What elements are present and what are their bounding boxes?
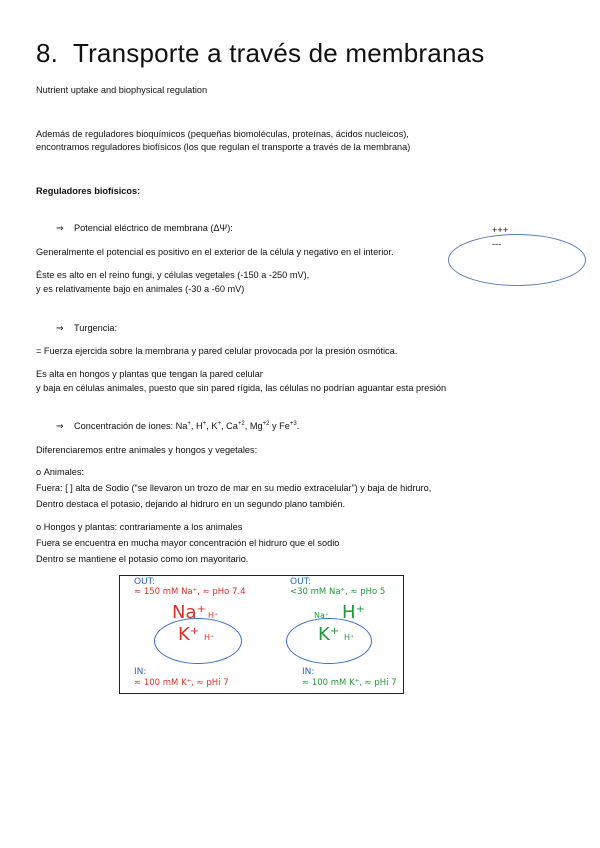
diagram-plus: +++ — [492, 225, 509, 235]
title-text: Transporte a través de membranas — [72, 38, 485, 68]
membrane-ellipse — [448, 234, 586, 286]
arrow-right-icon: ⇒ — [56, 223, 64, 233]
turgor-line-3: y baja en células animales, puesto que sin pared rígida, las células no podrían aguantar esta presión — [36, 383, 447, 393]
turgor-heading-text: Turgencia: — [74, 323, 118, 333]
right-h-small-mid: H⁺ — [344, 633, 355, 642]
right-out-value: <30 mM Na⁺, ≈ pHo 5 — [290, 587, 386, 597]
right-out-label: OUT: — [290, 577, 312, 587]
diagram-minus: --- — [492, 239, 502, 249]
left-in-value: ≈ 100 mM K⁺, ≈ pHi 7 — [134, 678, 229, 688]
potential-heading-text: Potencial eléctrico de membrana (ΔΨ): — [74, 223, 233, 233]
arrow-right-icon: ⇒ — [56, 323, 64, 333]
turgor-heading — [56, 322, 117, 335]
animals-line-1: Fuera: [ ] alta de Sodio (“se llevaron un trozo de mar en su medio extracelular”) y baja de hidruro, — [36, 483, 432, 493]
bullet-icon: o — [36, 467, 42, 477]
ion-fe: $Fe^{+3}$ — [279, 420, 297, 431]
turgor-line-1: = Fuerza ejercida sobre la membrana y pared celular provocada por la presión osmótica. — [36, 346, 398, 356]
left-k-big: K⁺ — [178, 624, 200, 645]
left-h-small-top: H⁺ — [208, 611, 219, 620]
differentiate-text: Diferenciaremos entre animales y hongos y vegetales: — [36, 445, 258, 455]
ions-heading-prefix: Concentración de iones: — [74, 421, 174, 431]
potential-heading — [56, 222, 233, 235]
animals-line-2: Dentro destaca el potasio, dejando al hidruro en un segundo plano también. — [36, 499, 346, 509]
title-number: 8. — [36, 38, 59, 68]
ion-k: K+ — [211, 420, 221, 431]
ion-mg: $Mg^{+2}$ — [249, 420, 270, 431]
ion-na: Na+ — [175, 420, 191, 431]
left-na-big: Na⁺ — [172, 602, 206, 623]
subtitle: Nutrient uptake and biophysical regulation — [36, 85, 208, 95]
left-in-label: IN: — [134, 667, 147, 677]
ion-ca: $Ca^{+2}$ — [226, 420, 245, 431]
fungi-heading: o Hongos y plantas: contrariamente a los animales — [36, 522, 243, 532]
right-h-big: H⁺ — [342, 602, 366, 623]
fungi-line-1: Fuera se encuentra en mucha mayor concentración el hidruro que el sodio — [36, 538, 340, 548]
right-na-small: Na⁺ — [314, 611, 330, 620]
fungi-line-2: Dentro se mantiene el potasio como ion mayoritario. — [36, 554, 249, 564]
left-h-small-mid: H⁺ — [204, 633, 215, 642]
potential-line-1: Generalmente el potencial es positivo en el exterior de la célula y negativo en el interior. — [36, 247, 394, 257]
left-out-value: ≈ 150 mM Na⁺, ≈ pHo 7.4 — [134, 587, 246, 597]
left-out-label: OUT: — [134, 577, 156, 587]
ions-heading: ⇒ Concentración de iones: Na+, H+, K+, $Ca^{+2}$, $Mg^{+2}$ y $Fe^{+3}$. — [56, 420, 300, 431]
right-in-label: IN: — [302, 667, 315, 677]
ion-h: H+ — [196, 420, 207, 431]
right-k-big: K⁺ — [318, 624, 340, 645]
arrow-right-icon: ⇒ — [56, 421, 64, 431]
potential-line-3: y es relativamente bajo en animales (-30 a -60 mV) — [36, 284, 245, 294]
intro-line-1: Además de reguladores bioquímicos (pequeñas biomoléculas, proteínas, ácidos nucleicos), — [36, 129, 409, 139]
intro-line-2: encontramos reguladores biofísicos (los que regulan el transporte a través de la membrana) — [36, 142, 411, 152]
section-heading: Reguladores biofísicos: — [36, 186, 141, 196]
right-in-value: ≈ 100 mM K⁺, ≈ pHi 7 — [302, 678, 397, 688]
animals-heading: o Animales: — [36, 467, 85, 477]
bullet-icon: o — [36, 522, 42, 532]
page-title — [36, 38, 484, 69]
ion-comparison-figure — [119, 575, 404, 694]
turgor-line-2: Es alta en hongos y plantas que tengan la pared celular — [36, 369, 263, 379]
potential-line-2: Éste es alto en el reino fungi, y células vegetales (-150 a -250 mV), — [36, 270, 310, 280]
